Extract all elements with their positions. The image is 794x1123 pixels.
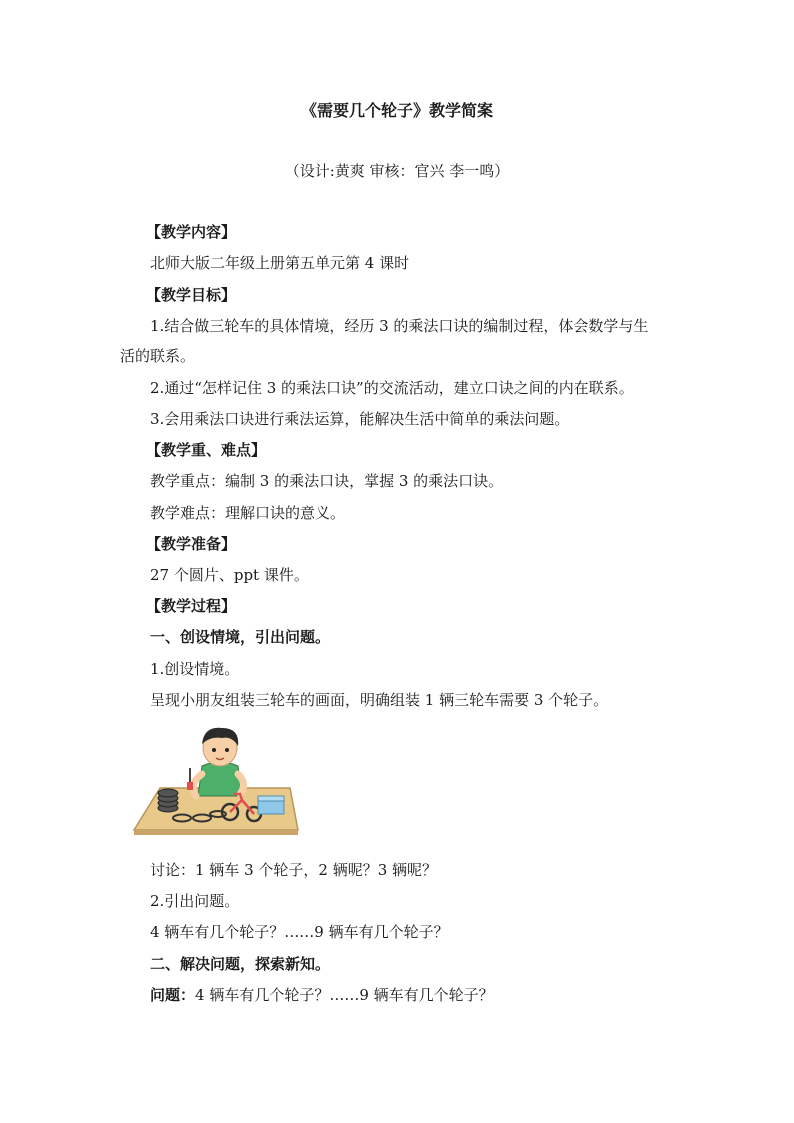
section-heading-key-points: 【教学重、难点】 bbox=[146, 441, 267, 459]
key-point: 教学重点：编制 3 的乘法口诀，掌握 3 的乘法口诀。 bbox=[150, 472, 504, 490]
question-line bbox=[150, 985, 710, 1005]
goal-2: 2.通过“怎样记住 3 的乘法口诀”的交流活动，建立口诀之间的内在联系。 bbox=[150, 379, 634, 397]
page-title: 《需要几个轮子》教学简案 bbox=[300, 101, 493, 120]
section-heading-content: 【教学内容】 bbox=[146, 223, 237, 241]
step-2-text: 4 辆车有几个轮子？……9 辆车有几个轮子？ bbox=[150, 923, 449, 941]
difficulty-point: 教学难点：理解口诀的意义。 bbox=[150, 504, 346, 522]
prep-text: 27 个圆片、ppt 课件。 bbox=[150, 566, 309, 584]
step-1-text: 呈现小朋友组装三轮车的画面，明确组装 1 辆三轮车需要 3 个轮子。 bbox=[150, 691, 609, 709]
goal-1-line-2: 活的联系。 bbox=[120, 347, 196, 365]
discussion-text: 讨论：1 辆车 3 个轮子，2 辆呢？3 辆呢？ bbox=[150, 861, 438, 879]
goal-3: 3.会用乘法口诀进行乘法运算，能解决生活中简单的乘法问题。 bbox=[150, 410, 570, 428]
boy-assembling-tricycle-illustration bbox=[130, 722, 300, 838]
part-2-heading: 二、解决问题，探索新知。 bbox=[150, 955, 331, 973]
section-heading-process: 【教学过程】 bbox=[146, 597, 237, 615]
author-credit: （设计:黄爽 审核：官兴 李一鸣） bbox=[284, 162, 510, 180]
question-text: 4 辆车有几个轮子？……9 辆车有几个轮子？ bbox=[195, 986, 494, 1004]
section-heading-prep: 【教学准备】 bbox=[146, 535, 237, 553]
part-1-heading: 一、创设情境，引出问题。 bbox=[150, 628, 331, 646]
step-2: 2.引出问题。 bbox=[150, 892, 240, 910]
goal-1-line-1: 1.结合做三轮车的具体情境，经历 3 的乘法口诀的编制过程，体会数学与生 bbox=[150, 317, 649, 335]
step-1: 1.创设情境。 bbox=[150, 660, 240, 678]
question-label: 问题： bbox=[150, 986, 196, 1004]
section-heading-goals: 【教学目标】 bbox=[146, 286, 237, 304]
content-text: 北师大版二年级上册第五单元第 4 课时 bbox=[150, 254, 410, 272]
